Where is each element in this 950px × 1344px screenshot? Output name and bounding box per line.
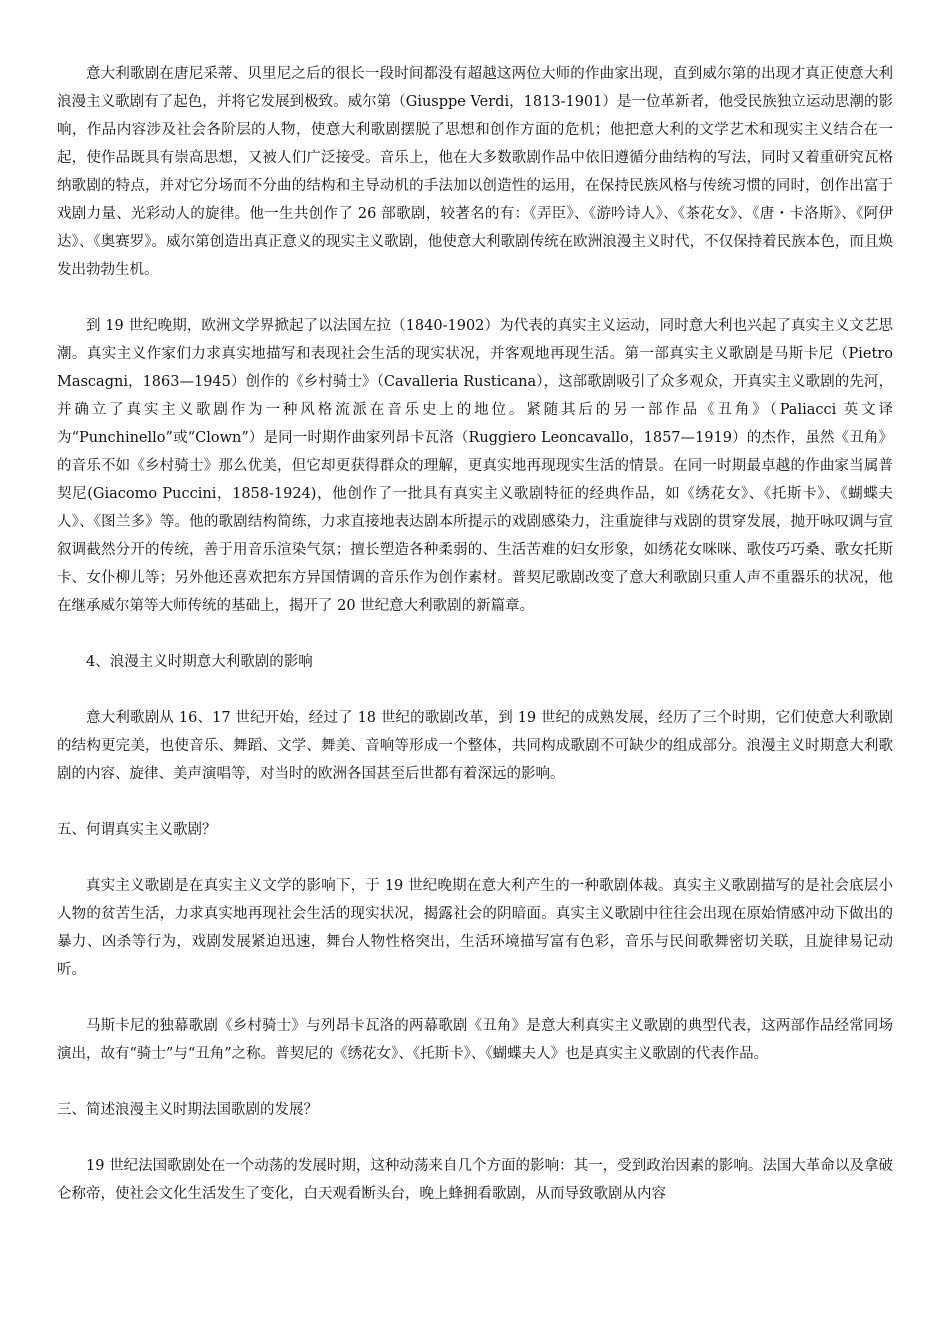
paragraph-french-opera: 19 世纪法国歌剧处在一个动荡的发展时期，这种动荡来自几个方面的影响：其一，受到政治因素的影响。法国大革命以及拿破仑称帝，使社会文化生活发生了变化，白天观看断头台，晚上蜂拥看歌剧，从而导致歌剧从内容 [57, 1158, 893, 1202]
document-page [57, 60, 893, 1236]
paragraph-verdi: 意大利歌剧在唐尼采蒂、贝里尼之后的很长一段时间都没有超越这两位大师的作曲家出现，直到威尔第的出现才真正使意大利浪漫主义歌剧有了起色，并将它发展到极致。威尔第（Giusppe Verdi，1813-1901）是一位革新者，他受民族独立运动思潮的影响，作品内容涉及社会各阶层的人物，使意大利歌剧摆脱了思想和创作方面的危机；他把意大利的文学艺术和现实主义结合在一起，使作品既具有崇高思想，又被人们广泛接受。音乐上，他在大多数歌剧作品中依旧遵循分曲结构的写法，同时又着重研究瓦格纳歌剧的特点，并对它分场而不分曲的结构和主导动机的手法加以创造性的运用，在保持民族风格与传统习惯的同时，创作出富于戏剧力量、光彩动人的旋律。他一生共创作了 26 部歌剧，较著名的有：《弄臣》、《游吟诗人》、《茶花女》、《唐・卡洛斯》、《阿伊达》、《奥赛罗》。威尔第创造出真正意义的现实主义歌剧，他使意大利歌剧传统在欧洲浪漫主义时代，不仅保持着民族本色，而且焕发出勃勃生机。 [57, 66, 893, 278]
section-heading-influence: 4、浪漫主义时期意大利歌剧的影响 [86, 654, 313, 670]
paragraph-verismo-movement: 到 19 世纪晚期，欧洲文学界掀起了以法国左拉（1840-1902）为代表的真实主义运动，同时意大利也兴起了真实主义文艺思潮。真实主义作家们力求真实地描写和表现社会生活的现实状况，并客观地再现生活。第一部真实主义歌剧是马斯卡尼（Pietro Mascagni，1863—1945）创作的《乡村骑士》（Cavalleria Rusticana），这部歌剧吸引了众多观众，开真实主义歌剧的先河，并确立了真实主义歌剧作为一种风格流派在音乐史上的地位。紧随其后的另一部作品《丑角》（Paliacci 英文译为“Punchinello”或“Clown”）是同一时期作曲家列昂卡瓦洛（Ruggiero Leoncavallo，1857—1919）的杰作，虽然《丑角》的音乐不如《乡村骑士》那么优美，但它却更获得群众的理解，更真实地再现现实生活的情景。在同一时期最卓越的作曲家当属普契尼(Giacomo Puccini，1858-1924)，他创作了一批具有真实主义歌剧特征的经典作品，如《绣花女》、《托斯卡》、《蝴蝶夫人》、《图兰多》等。他的歌剧结构简练，力求直接地表达剧本所提示的戏剧感染力，注重旋律与戏剧的贯穿发展，抛开咏叹调与宣叙调截然分开的传统，善于用音乐渲染气氛；擅长塑造各种柔弱的、生活苦难的妇女形象，如绣花女咪咪、歌伎巧巧桑、歌女托斯卡、女仆柳儿等；另外他还喜欢把东方异国情调的音乐作为创作素材。普契尼歌剧改变了意大利歌剧只重人声不重器乐的状况，他在继承威尔第等大师传统的基础上，揭开了 20 世纪意大利歌剧的新篇章。 [57, 318, 893, 614]
paragraph-verismo-definition: 真实主义歌剧是在真实主义文学的影响下，于 19 世纪晚期在意大利产生的一种歌剧体裁。真实主义歌剧描写的是社会底层小人物的贫苦生活，力求真实地再现社会生活的现实状况，揭露社会的阴暗面。真实主义歌剧中往往会出现在原始情感冲动下做出的暴力、凶杀等行为，戏剧发展紧迫迅速，舞台人物性格突出，生活环境描写富有色彩，音乐与民间歌舞密切关联，且旋律易记动听。 [57, 878, 893, 978]
section-heading-french-opera: 三、简述浪漫主义时期法国歌剧的发展？ [57, 1102, 318, 1118]
paragraph-influence: 意大利歌剧从 16、17 世纪开始，经过了 18 世纪的歌剧改革，到 19 世纪的成熟发展，经历了三个时期，它们使意大利歌剧的结构更完美，也使音乐、舞蹈、文学、舞美、音响等形成一个整体，共同构成歌剧不可缺少的组成部分。浪漫主义时期意大利歌剧的内容、旋律、美声演唱等，对当时的欧洲各国甚至后世都有着深远的影响。 [57, 710, 893, 782]
paragraph-verismo-works: 马斯卡尼的独幕歌剧《乡村骑士》与列昂卡瓦洛的两幕歌剧《丑角》是意大利真实主义歌剧的典型代表，这两部作品经常同场演出，故有“骑士”与“丑角”之称。普契尼的《绣花女》、《托斯卡》、《蝴蝶夫人》也是真实主义歌剧的代表作品。 [57, 1018, 893, 1062]
section-heading-verismo-question: 五、何谓真实主义歌剧？ [57, 822, 217, 838]
